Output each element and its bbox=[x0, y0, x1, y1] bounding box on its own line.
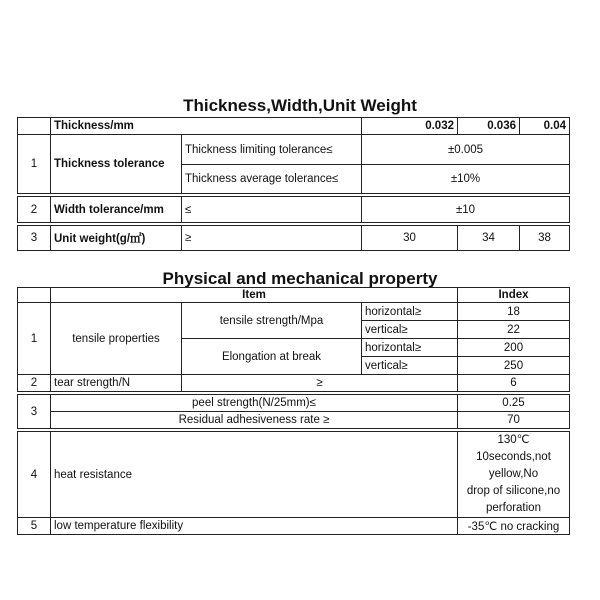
index-value: 250 bbox=[458, 357, 570, 375]
table-row bbox=[18, 518, 570, 535]
thickness-header-row bbox=[18, 118, 570, 135]
index-value: 0.25 bbox=[458, 395, 570, 412]
limiting-tolerance-label: Thickness limiting tolerance≤ bbox=[182, 135, 362, 165]
thickness-tolerance-label: Thickness tolerance bbox=[51, 135, 182, 194]
index-header: Index bbox=[458, 288, 570, 303]
property-section-title: Physical and mechanical property bbox=[162, 269, 438, 288]
table-row bbox=[18, 197, 570, 223]
average-tolerance-value: ±10% bbox=[362, 165, 570, 194]
unit-weight-label: Unit weight(g/㎡) bbox=[51, 226, 182, 251]
thickness-value: 0.036 bbox=[458, 118, 520, 135]
index-value: 6 bbox=[458, 375, 570, 392]
low-temp-flexibility-value: -35℃ no cracking bbox=[458, 518, 570, 535]
row-number: 2 bbox=[18, 197, 51, 223]
row-number: 3 bbox=[18, 395, 51, 429]
direction-label: vertical≥ bbox=[362, 357, 458, 375]
index-value: 18 bbox=[458, 303, 570, 321]
row-number: 2 bbox=[18, 375, 51, 392]
unit-weight-condition: ≥ bbox=[182, 226, 362, 251]
row-number: 4 bbox=[18, 432, 51, 518]
table-row bbox=[18, 303, 570, 321]
heat-resistance-line: 130℃ 10seconds,not yellow,No bbox=[476, 434, 551, 480]
low-temp-flexibility-label: low temperature flexibility bbox=[51, 518, 458, 535]
index-value: 200 bbox=[458, 339, 570, 357]
thickness-value: 0.04 bbox=[520, 118, 570, 135]
row-number: 5 bbox=[18, 518, 51, 535]
tear-strength-condition: ≥ bbox=[182, 375, 458, 392]
table-row bbox=[18, 432, 570, 518]
row-number: 1 bbox=[18, 303, 51, 375]
heat-resistance-line: drop of silicone,no perforation bbox=[466, 485, 561, 514]
thickness-header-label: Thickness/mm bbox=[51, 118, 362, 135]
thickness-value: 0.032 bbox=[362, 118, 458, 135]
row-number: 1 bbox=[18, 135, 51, 194]
item-header: Item bbox=[51, 288, 458, 303]
average-tolerance-label: Thickness average tolerance≤ bbox=[182, 165, 362, 194]
table-row bbox=[18, 375, 570, 392]
peel-strength-label: peel strength(N/25mm)≤ bbox=[51, 395, 458, 412]
heat-resistance-label: heat resistance bbox=[51, 432, 458, 518]
heat-resistance-value bbox=[458, 432, 570, 518]
table-row bbox=[18, 226, 570, 251]
thickness-section-title: Thickness,Width,Unit Weight bbox=[183, 96, 417, 115]
limiting-tolerance-value: ±0.005 bbox=[362, 135, 570, 165]
direction-label: vertical≥ bbox=[362, 321, 458, 339]
width-tolerance-label: Width tolerance/mm bbox=[51, 197, 182, 223]
thickness-width-weight-table bbox=[17, 117, 570, 251]
tear-strength-label: tear strength/N bbox=[51, 375, 182, 392]
table-row bbox=[18, 395, 570, 412]
row-number: 3 bbox=[18, 226, 51, 251]
unit-weight-value: 30 bbox=[362, 226, 458, 251]
index-value: 22 bbox=[458, 321, 570, 339]
table-row bbox=[18, 135, 570, 165]
unit-weight-value: 34 bbox=[458, 226, 520, 251]
table-row bbox=[18, 412, 570, 429]
tensile-properties-label: tensile properties bbox=[51, 303, 182, 375]
width-tolerance-condition: ≤ bbox=[182, 197, 362, 223]
unit-weight-value: 38 bbox=[520, 226, 570, 251]
physical-mechanical-table bbox=[17, 287, 570, 535]
residual-adhesiveness-label: Residual adhesiveness rate ≥ bbox=[51, 412, 458, 429]
width-tolerance-value: ±10 bbox=[362, 197, 570, 223]
direction-label: horizontal≥ bbox=[362, 339, 458, 357]
direction-label: horizontal≥ bbox=[362, 303, 458, 321]
property-header-row bbox=[18, 288, 570, 303]
elongation-label: Elongation at break bbox=[182, 339, 362, 375]
index-value: 70 bbox=[458, 412, 570, 429]
tensile-strength-label: tensile strength/Mpa bbox=[182, 303, 362, 339]
